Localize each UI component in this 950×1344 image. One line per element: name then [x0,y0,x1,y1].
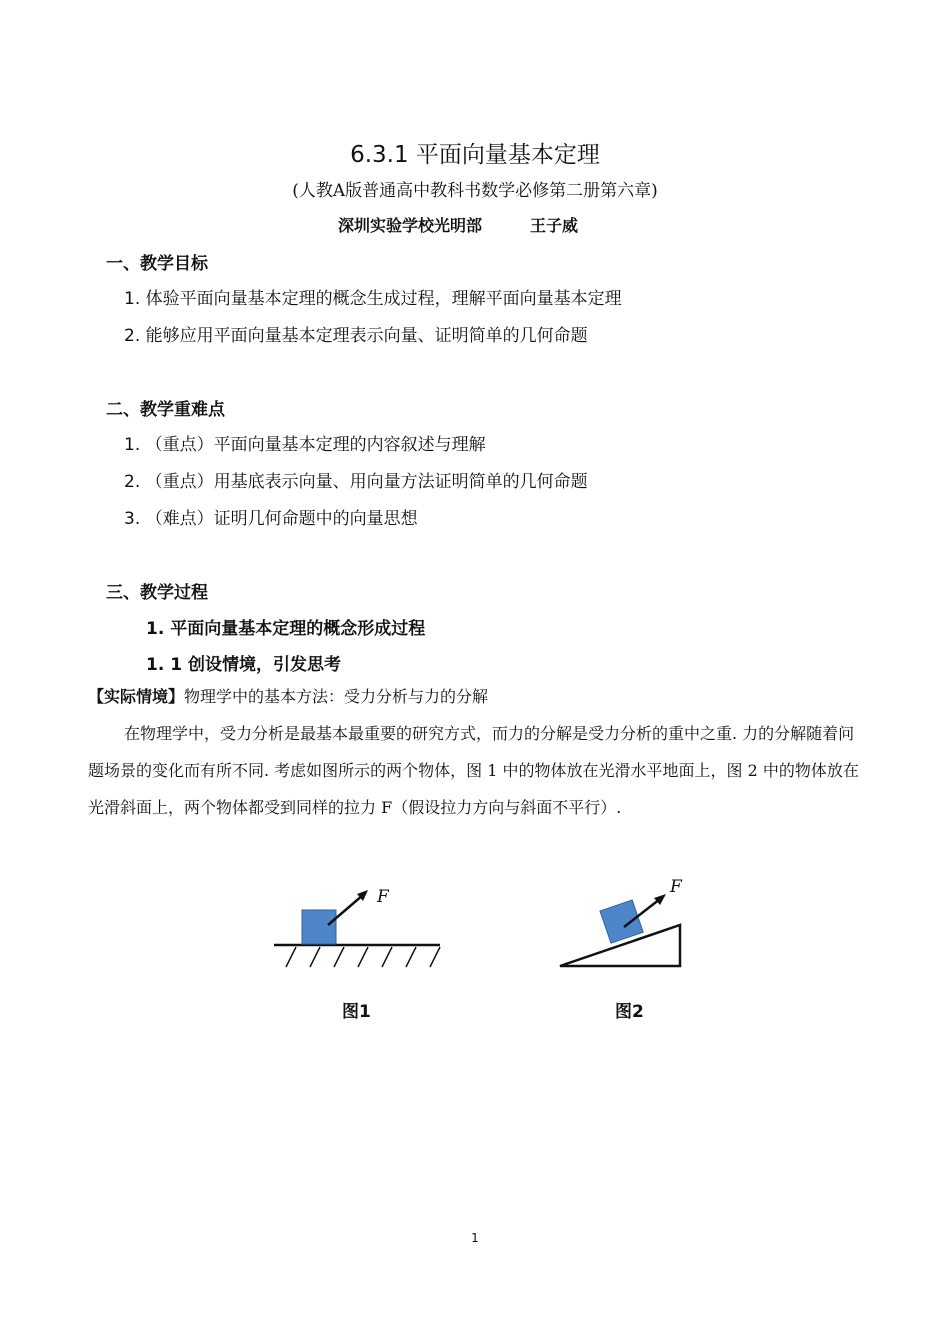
figure-1-caption: 图1 [342,1002,371,1022]
situation-text: 物理学中的基本方法：受力分析与力的分解 [184,687,489,706]
section3-heading: 三、教学过程 [106,583,208,603]
ground-hatching [286,947,440,967]
block-object [302,910,336,944]
subsubsection-heading: 1. 1 创设情境，引发思考 [146,655,341,675]
section1-heading: 一、教学目标 [106,254,208,274]
page-subtitle: (人教A版普通高中教科书数学必修第二册第六章) [292,181,658,201]
figure-2-diagram [552,870,692,970]
objective-item: 2. 能够应用平面向量基本定理表示向量、证明简单的几何命题 [124,326,588,346]
situation-label: 【实际情境】 [88,687,185,706]
subsection-heading: 1. 平面向量基本定理的概念形成过程 [146,619,426,639]
figure-1-diagram [268,875,448,975]
page-number: 1 [471,1231,479,1245]
page-title: 6.3.1 平面向量基本定理 [350,142,600,168]
section2-heading: 二、教学重难点 [106,400,225,420]
force-label: F [670,877,682,897]
author-line [338,213,578,236]
figure-2-caption: 图2 [615,1002,644,1022]
body-paragraph: 在物理学中，受力分析是最基本最重要的研究方式，而力的分解是受力分析的重中之重. 力的分解随着问题场景的变化而有所不同. 考虑如图所示的两个物体，图 1 中的物体放在光滑水平地面上，图 2 中的物体放在光滑斜面上，两个物体都受到同样的拉力 F（假设拉力方向与斜面不平行）. [88,724,859,817]
force-label: F [377,887,389,907]
school-name: 深圳实验学校光明部 [338,216,483,235]
key-point-item: 1. （重点）平面向量基本定理的内容叙述与理解 [124,435,486,455]
situation-block [88,678,868,826]
author-name: 王子威 [530,216,579,235]
block-object [600,900,643,943]
objective-item: 1. 体验平面向量基本定理的概念生成过程，理解平面向量基本定理 [124,289,622,309]
key-point-item: 3. （难点）证明几何命题中的向量思想 [124,509,418,529]
key-point-item: 2. （重点）用基底表示向量、用向量方法证明简单的几何命题 [124,472,588,492]
